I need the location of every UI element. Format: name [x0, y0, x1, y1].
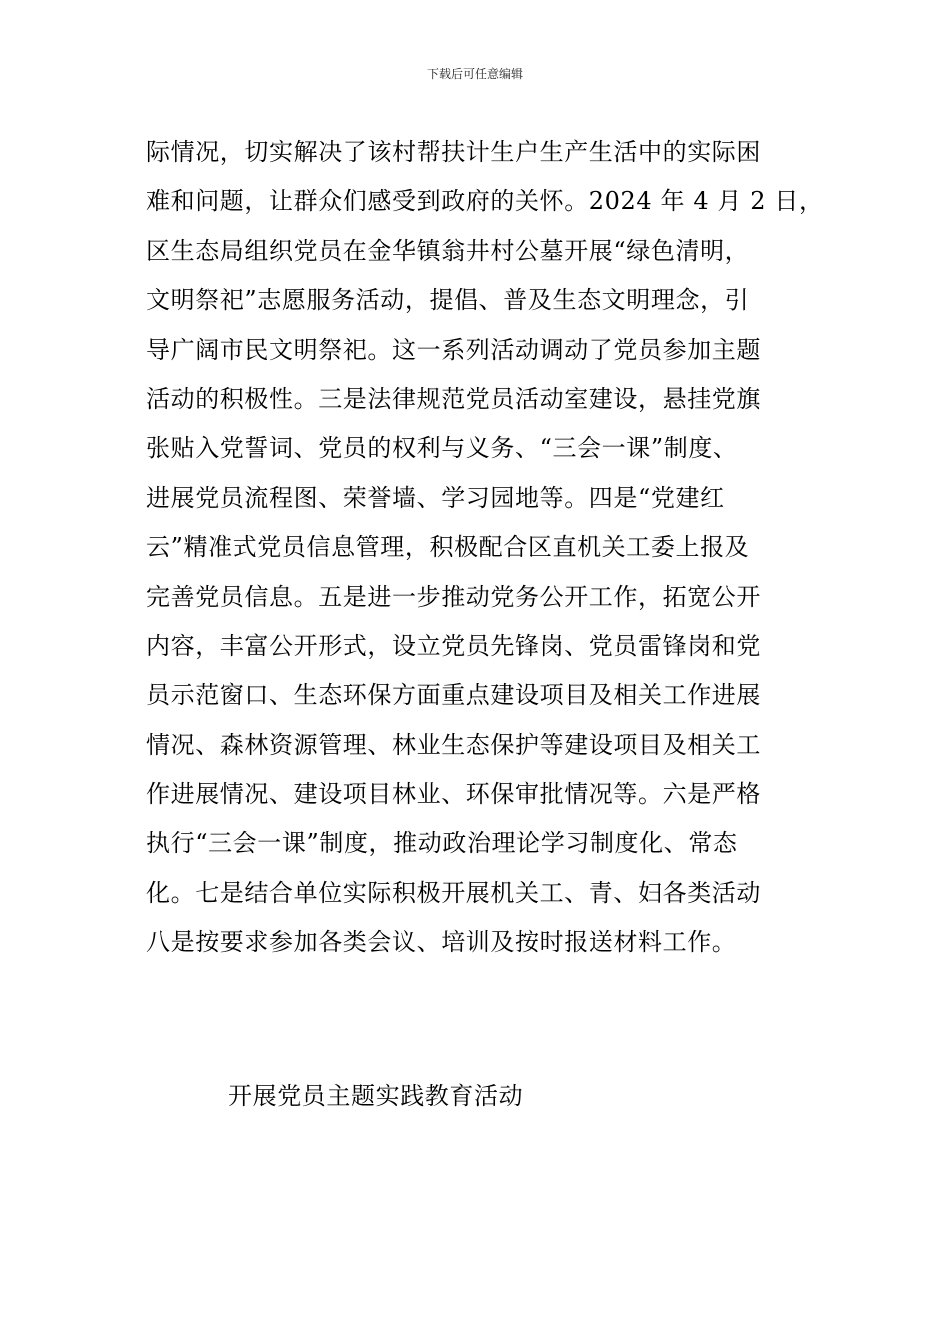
paragraph-line: 进展党员流程图、荣誉墙、学习园地等。四是“党建红 — [146, 483, 725, 512]
paragraph-line: 际情况，切实解决了该村帮扶计生户生产生活中的实际困 — [146, 138, 761, 166]
paragraph-line: 员示范窗口、生态环保方面重点建设项目及相关工作进展 — [146, 681, 761, 710]
body-paragraph — [146, 128, 836, 968]
paragraph-line: 作进展情况、建设项目林业、环保审批情况等。六是严格 — [146, 780, 761, 809]
section-title: 开展党员主题实践教育活动 — [228, 1082, 524, 1110]
paragraph-line: 执行“三会一课”制度，推动政治理论学习制度化、常态 — [146, 829, 738, 858]
paragraph-line: 化。七是结合单位实际积极开展机关工、青、妇各类活动 — [146, 878, 761, 907]
paragraph-line: 八是按要求参加各类会议、培训及按时报送材料工作。 — [146, 928, 737, 957]
page-header-note: 下载后可任意编辑 — [426, 67, 523, 81]
paragraph-line: 张贴入党誓词、党员的权利与义务、“三会一课”制度、 — [146, 434, 738, 463]
paragraph-line: 云”精准式党员信息管理，积极配合区直机关工委上报及 — [146, 533, 750, 562]
paragraph-line: 难和问题，让群众们感受到政府的关怀。2024 年 4 月 2 日， — [146, 187, 824, 216]
paragraph-line: 情况、森林资源管理、林业生态保护等建设项目及相关工 — [146, 730, 761, 759]
paragraph-line: 区生态局组织党员在金华镇翁井村公墓开展“绿色清明， — [146, 236, 750, 265]
paragraph-line: 完善党员信息。五是进一步推动党务公开工作，拓宽公开 — [146, 582, 761, 611]
paragraph-line: 导广阔市民文明祭祀。这一系列活动调动了党员参加主题 — [146, 335, 761, 364]
paragraph-line: 活动的积极性。三是法律规范党员活动室建设，悬挂党旗 — [146, 384, 761, 413]
paragraph-line: 内容，丰富公开形式，设立党员先锋岗、党员雷锋岗和党 — [146, 631, 761, 660]
paragraph-line: 文明祭祀”志愿服务活动，提倡、普及生态文明理念，引 — [146, 286, 750, 315]
